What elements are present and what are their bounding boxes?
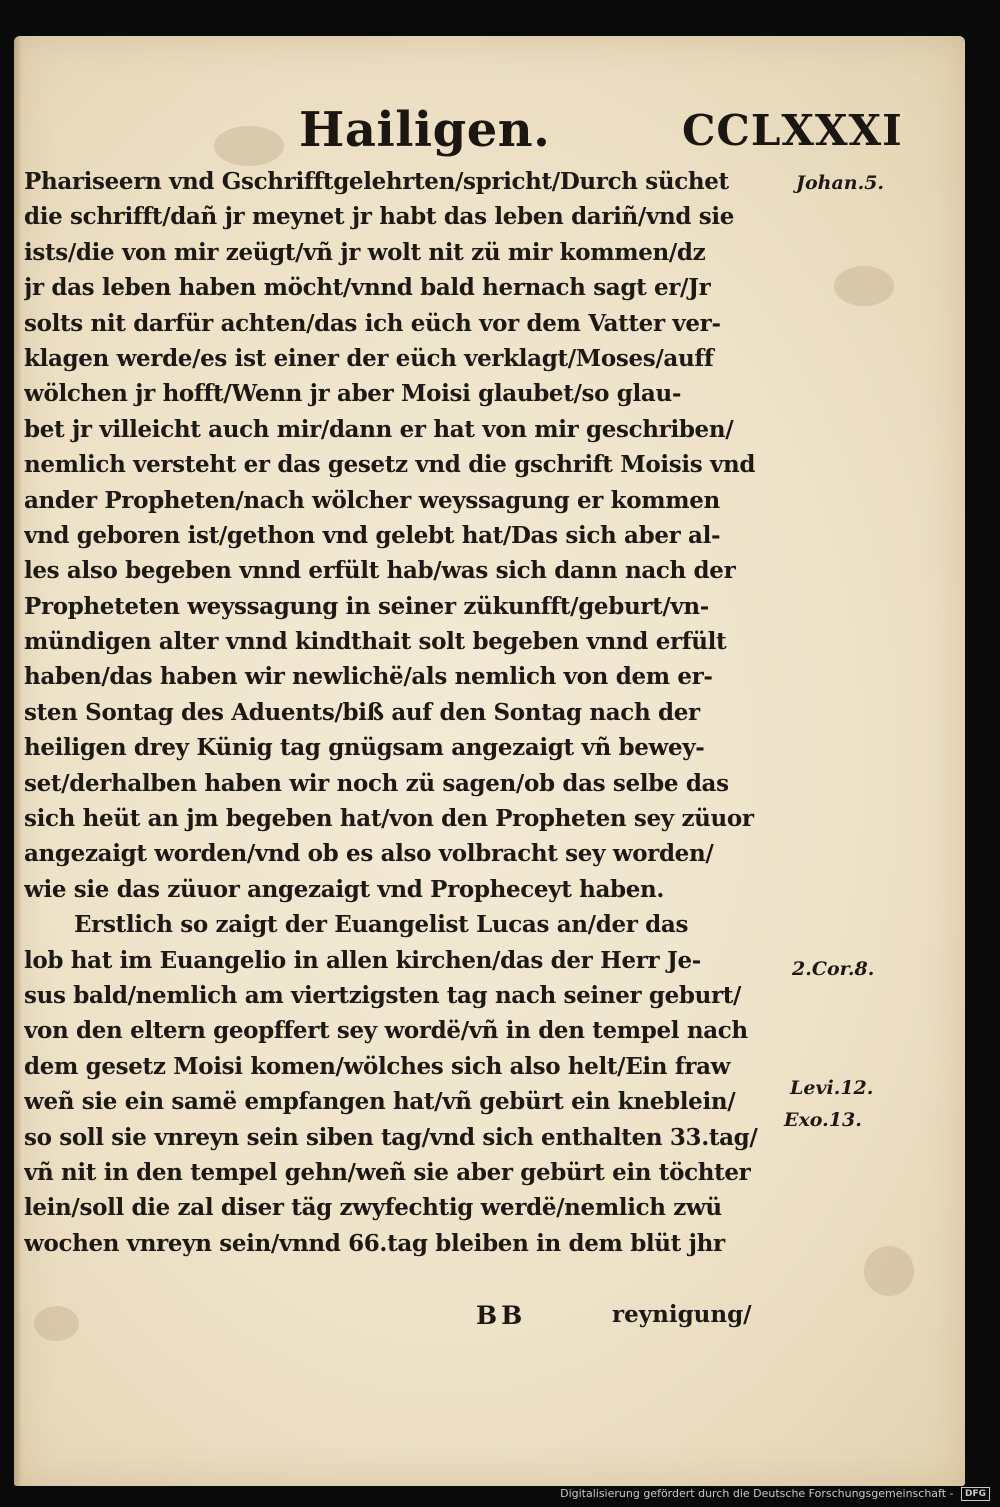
text-line: wölchen jr hofft/Wenn jr aber Moisi glaubet/so glau- — [24, 380, 682, 408]
margin-note-levi: Levi.12. — [790, 1077, 874, 1099]
text-line: angezaigt worden/vnd ob es also volbracht sey worden/ — [24, 840, 714, 868]
text-line: mündigen alter vnnd kindthait solt begeben vnnd erfült — [24, 628, 727, 656]
text-line: wochen vnreyn sein/vnnd 66.tag bleiben in dem blüt jhr — [24, 1229, 725, 1257]
text-line: haben/das haben wir newlichë/als nemlich von dem er- — [24, 663, 713, 691]
text-line: lein/soll die zal diser täg zwyfechtig werdë/nemlich zwü — [24, 1194, 722, 1222]
text-line: nemlich versteht er das gesetz vnd die gschrift Moisis vnd — [24, 451, 756, 479]
text-line: sich heüt an jm begeben hat/von den Propheten sey züuor — [24, 805, 754, 833]
page-footer — [14, 1301, 965, 1341]
text-line: sten Sontag des Aduents/biß auf den Sontag nach der — [24, 698, 700, 726]
text-line: jr das leben haben möcht/vnnd bald hernach sagt er/Jr — [24, 274, 711, 302]
body-text — [24, 164, 804, 1261]
signature-mark: BB — [476, 1301, 527, 1330]
text-line: heiligen drey Künig tag gnügsam angezaigt vñ bewey- — [24, 734, 705, 762]
foxing-stain — [834, 266, 894, 306]
text-line: lob hat im Euangelio in allen kirchen/das der Herr Je- — [24, 946, 701, 974]
margin-note-cor: 2.Cor.8. — [792, 958, 875, 980]
page-gutter-shadow — [14, 36, 22, 1486]
margin-note-exo: Exo.13. — [784, 1109, 862, 1131]
folio-number: CCLXXXI — [682, 106, 903, 155]
text-line: klagen werde/es ist einer der eüch verklagt/Moses/auff — [24, 344, 714, 372]
text-line: so soll sie vnreyn sein siben tag/vnd sich enthalten 33.tag/ — [24, 1123, 758, 1151]
text-line: bet jr villeicht auch mir/dann er hat von mir geschriben/ — [24, 415, 734, 443]
text-line: les also begeben vnnd erfült hab/was sich dann nach der — [24, 557, 736, 585]
text-line: ists/die von mir zeügt/vñ jr wolt nit zü mir kommen/dz — [24, 238, 706, 266]
book-page — [14, 36, 965, 1486]
text-line: wie sie das züuor angezaigt vnd Propheceyt haben. — [24, 875, 665, 903]
text-line: dem gesetz Moisi komen/wölches sich also helt/Ein fraw — [24, 1052, 731, 1080]
foxing-stain — [864, 1246, 914, 1296]
text-line: ander Propheten/nach wölcher weyssagung er kommen — [24, 486, 720, 514]
text-line: Phariseern vnd Gschrifftgelehrten/spricht/Durch süchet — [24, 168, 729, 195]
digitization-notice — [560, 1487, 990, 1501]
running-head: Hailigen. — [299, 102, 551, 158]
catchword: reynigung/ — [612, 1301, 752, 1328]
text-line: solts nit darfür achten/das ich eüch vor dem Vatter ver- — [24, 309, 721, 337]
dfg-logo-icon: DFG — [961, 1487, 990, 1501]
text-line: sus bald/nemlich am viertzigsten tag nach seiner geburt/ — [24, 981, 742, 1009]
margin-note-johan: Johan.5. — [796, 172, 885, 194]
paragraph-start-line: Erstlich so zaigt der Euangelist Lucas an/der das — [74, 911, 689, 939]
text-line: weñ sie ein samë empfangen hat/vñ gebürt ein kneblein/ — [24, 1088, 736, 1116]
text-line: die schrifft/dañ jr meynet jr habt das leben dariñ/vnd sie — [24, 203, 734, 231]
digitization-notice-text: Digitalisierung gefördert durch die Deutsche Forschungsgemeinschaft - — [560, 1487, 954, 1500]
text-line: set/derhalben haben wir noch zü sagen/ob das selbe das — [24, 769, 729, 797]
text-line: von den eltern geopffert sey wordë/vñ in den tempel nach — [24, 1017, 748, 1045]
text-line: vnd geboren ist/gethon vnd gelebt hat/Das sich aber al- — [24, 521, 721, 549]
text-line: Propheteten weyssagung in seiner zükunfft/geburt/vn- — [24, 592, 709, 620]
text-line: vñ nit in den tempel gehn/weñ sie aber gebürt ein töchter — [24, 1158, 751, 1186]
